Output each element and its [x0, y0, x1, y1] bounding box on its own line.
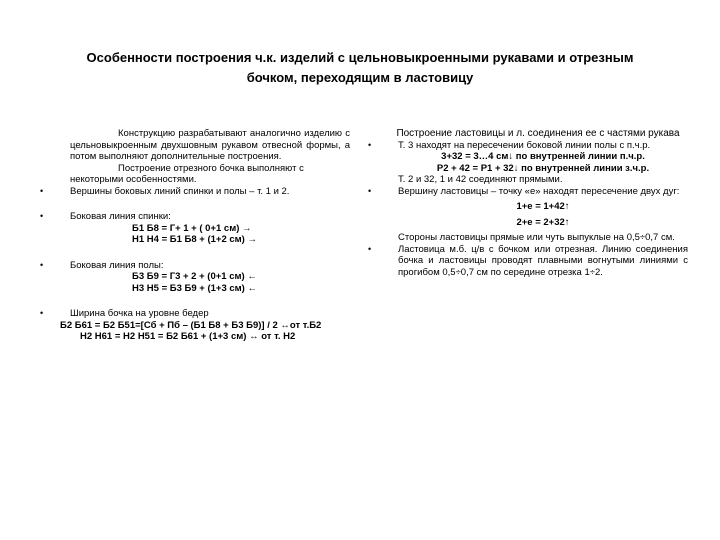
formula-bochok-1: Б2 Б61 = Б2 Б51=[Сб + Пб – (Б1 Б8 + Б3 Б9)] / 2 ↔от т.Б2 [60, 319, 322, 331]
bullet-icon: • [368, 185, 372, 196]
bullet-icon: • [368, 139, 372, 150]
right-header: Построение ластовицы и л. соединения ее с частями рукава [396, 128, 680, 139]
right-bullet-1 [368, 140, 688, 186]
formula-poly-1: Б3 Б9 = Г3 + 2 + (0+1 см) ← [132, 271, 257, 282]
bullet-icon: • [368, 243, 372, 254]
right-bullet-3 [368, 244, 688, 279]
formula-lastovica-2: Р2 + 42 = Р1 + 32↓ по внутренней линии з.ч.р. [436, 162, 650, 174]
left-bullet-2 [40, 211, 350, 246]
left-paragraph-2: Построение отрезного бочка выполняют с некоторыми особенностями. [70, 162, 304, 185]
left-column [40, 128, 350, 343]
left-paragraph-1: Конструкцию разрабатывают аналогично изделию с цельновыкроенным двухшовным рукавом отвесной формы, а потом выполняют дополнительные построения. [70, 128, 350, 162]
bullet-icon: • [40, 185, 44, 196]
formula-poly-2: Н3 Н5 = Б3 Б9 + (1+3 см) ← [132, 282, 257, 294]
left-bullet-1-text: Вершины боковых линий спинки и полы – т. 1 и 2. [70, 185, 290, 197]
left-bullet-3-text: Боковая линия полы: [70, 259, 164, 271]
left-bullet-1 [40, 186, 350, 198]
left-bullet-2-text: Боковая линия спинки: [70, 211, 171, 222]
formula-arc-1: 1+е = 1+42↑ [516, 201, 570, 212]
left-bullet-3 [40, 260, 350, 295]
right-bullet-3-text: Ластовица м.б. ц/в с бочком или отрезная. Линию соединения бочка и ластовицы проводят плавными вогнутыми линиями с прогибом 0,5÷0,7 см по середине отрезка 1÷2. [398, 243, 688, 278]
bullet-icon: • [40, 259, 44, 270]
formula-bochok-2: Н2 Н61 = Н2 Н51 = Б2 Б61 + (1+3 см) ↔ от т. Н2 [80, 331, 296, 342]
right-column [368, 128, 688, 278]
formula-spinka-2: Н1 Н4 = Б1 Б8 + (1+2 см) → [132, 234, 257, 245]
right-bullet-2 [368, 186, 688, 244]
formula-lastovica-1: 3+32 = 3…4 см↓ по внутренней линии п.ч.р. [441, 151, 645, 162]
page-title [40, 48, 680, 88]
bullet-icon: • [40, 211, 44, 221]
right-bullet-1-text: Т. 3 находят на пересечении боковой линии полы с п.ч.р. [398, 139, 651, 151]
title-line-1: Особенности построения ч.к. изделий с цельновыкроенными рукавами и отрезным [86, 50, 634, 65]
formula-spinka-1: Б1 Б8 = Г+ 1 + ( 0+1 см) → [132, 222, 252, 234]
right-text-2: Стороны ластовицы прямые или чуть выпуклые на 0,5÷0,7 см. [398, 232, 675, 243]
bullet-icon: • [40, 308, 44, 318]
formula-arc-2: 2+е = 2+32↑ [516, 216, 570, 228]
left-bullet-4-text: Ширина бочка на уровне бедер [70, 308, 209, 319]
right-bullet-2-text: Вершину ластовицы – точку «е» находят пересечение двух дуг: [398, 185, 680, 197]
title-line-2: бочком, переходящим в ластовицу [246, 70, 474, 85]
right-text-1: Т. 2 и 32, 1 и 42 соединяют прямыми. [398, 174, 563, 185]
left-bullet-4 [40, 308, 350, 320]
